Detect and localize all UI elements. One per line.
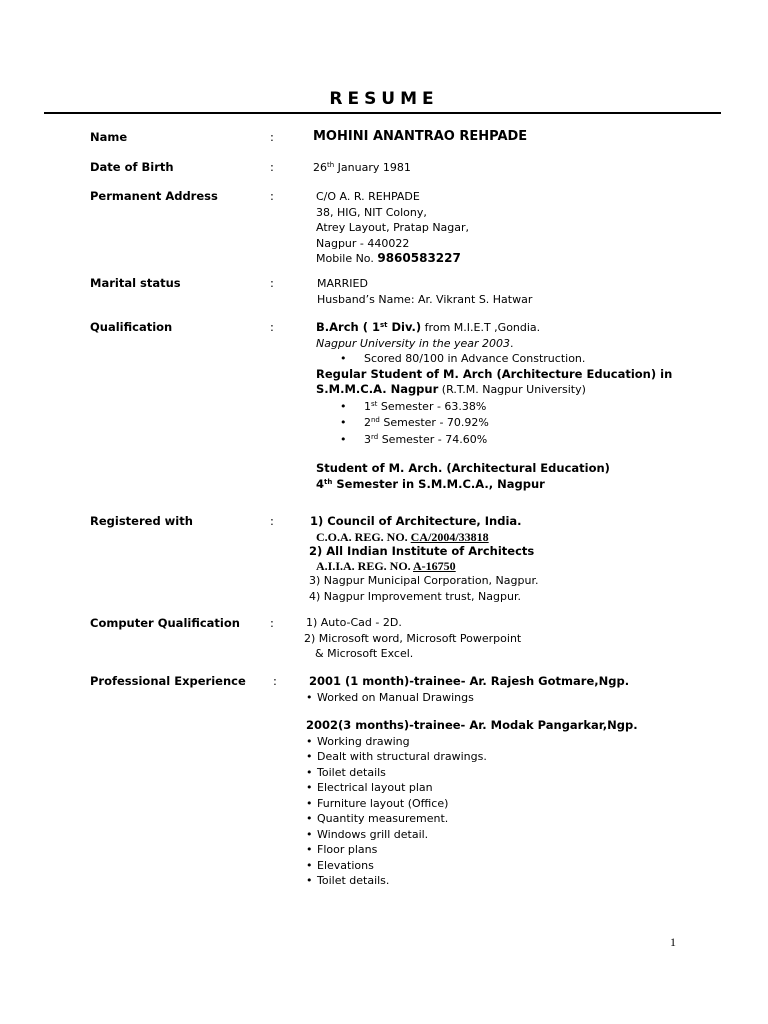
qualification-label: Qualification [90, 320, 173, 334]
registered-label: Registered with [90, 514, 193, 528]
job-duty: • Toilet details. [306, 874, 390, 887]
job-duty-text: Floor plans [317, 843, 378, 856]
barch-degree [316, 320, 421, 334]
semester-num: 2 [364, 416, 371, 429]
computer-line: 1) Auto-Cad - 2D. [306, 616, 402, 629]
dob-sup: th [327, 161, 335, 169]
university: Nagpur University in the year 2003 [316, 336, 511, 350]
job-duty: • Floor plans [306, 843, 378, 856]
semester-sup: nd [371, 416, 380, 424]
job-duty: • Quantity measurement. [306, 812, 449, 825]
semester-item: • 1st Semester - 63.38% [340, 399, 487, 413]
nit-line: 4) Nagpur Improvement trust, Nagpur. [309, 589, 521, 603]
job-duty: • Toilet details [306, 765, 386, 779]
registered-colon: : [270, 514, 274, 528]
marital-label: Marital status [90, 276, 181, 290]
experience-colon: : [273, 674, 277, 688]
marital-colon: : [270, 276, 274, 290]
semester-text: Semester - 63.38% [377, 399, 487, 413]
student-sup: th [324, 477, 333, 486]
address-line: Nagpur - 440022 [316, 236, 410, 250]
computer-colon: : [270, 616, 274, 630]
job-duty-text: Windows grill detail. [317, 827, 429, 841]
job-duty: • Windows grill detail. [306, 827, 429, 841]
job-duty: • Working drawing [306, 734, 410, 748]
resume-title: RESUME [329, 89, 439, 109]
job-duty: • Furniture layout (Office) [306, 796, 449, 810]
name-value: MOHINI ANANTRAO REHPADE [313, 129, 528, 144]
address-label: Permanent Address [90, 189, 218, 203]
semester-num: 3 [364, 432, 371, 446]
mobile-line [316, 251, 469, 267]
university-line [316, 336, 716, 352]
address-line: C/O A. R. REHPADE [316, 190, 420, 203]
coa-reg-number: CA/2004/33818 [410, 529, 489, 544]
score-text: Scored 80/100 in Advance Construction. [364, 352, 586, 365]
coa-reg-line [309, 530, 538, 544]
job-duty-text: Elevations [317, 858, 374, 872]
job-duty: • Dealt with structural drawings. [306, 750, 487, 763]
job-duty-text: Quantity measurement. [317, 812, 449, 825]
qualification-block [316, 320, 716, 492]
student-line1: Student of M. Arch. (Architectural Education) [316, 461, 610, 475]
job-duty: • Worked on Manual Drawings [306, 690, 474, 704]
march-university: (R.T.M. Nagpur University) [438, 383, 586, 396]
job-duty-text: Furniture layout (Office) [317, 796, 449, 810]
address-line: Atrey Layout, Pratap Nagar, [316, 221, 470, 234]
registered-block [309, 514, 538, 604]
name-label: Name [90, 130, 128, 144]
semester-item: • 2nd Semester - 70.92% [340, 416, 489, 429]
dob-rest: January 1981 [334, 161, 411, 174]
job-duty-text: Worked on Manual Drawings [317, 690, 474, 704]
address-block [316, 189, 469, 267]
aiia-reg-number: A-16750 [413, 559, 456, 573]
student-line2 [316, 477, 716, 493]
job-duty-text: Dealt with structural drawings. [317, 750, 487, 763]
job-duty-text: Toilet details [317, 765, 386, 779]
semester-text: Semester - 70.92% [379, 416, 489, 429]
page-number: 1 [670, 935, 676, 949]
semester-item: • 3rd Semester - 74.60% [340, 432, 488, 446]
student-rest: Semester in S.M.M.C.A., Nagpur [332, 476, 545, 491]
job-duty-text: Working drawing [317, 734, 410, 748]
semester-sup: rd [371, 432, 379, 441]
barch-degree-a: B.Arch ( 1 [316, 320, 380, 334]
marital-block [317, 276, 532, 307]
dob-value [313, 160, 411, 176]
march-line2 [316, 382, 716, 398]
qualification-colon: : [270, 320, 274, 334]
barch-from: from M.I.E.T ,Gondia. [421, 321, 541, 334]
semester-sup: st [371, 399, 378, 408]
coa-reg-label: C.O.A. REG. NO. [316, 529, 411, 544]
semester-text: Semester - 74.60% [378, 432, 488, 446]
aiia-reg-line [309, 559, 538, 573]
march-college: S.M.M.C.A. Nagpur [316, 382, 439, 396]
student-num: 4 [316, 476, 325, 491]
barch-sup: st [379, 321, 388, 329]
job-duty: • Electrical layout plan [306, 781, 433, 794]
job-duty: • Elevations [306, 858, 374, 872]
computer-block [304, 615, 521, 662]
husband-name: Husband’s Name: Ar. Vikrant S. Hatwar [317, 292, 533, 306]
aiia-line: 2) All Indian Institute of Architects [309, 543, 535, 558]
title-divider [44, 112, 721, 114]
job-duty-text: Toilet details. [317, 874, 390, 887]
nmc-line: 3) Nagpur Municipal Corporation, Nagpur. [309, 574, 539, 587]
computer-label: Computer Qualification [90, 616, 240, 630]
barch-line [316, 320, 716, 336]
computer-line: & Microsoft Excel. [315, 647, 414, 660]
march-line1: Regular Student of M. Arch (Architecture Education) in [316, 366, 673, 381]
address-line: 38, HIG, NIT Colony, [316, 205, 427, 219]
experience-label: Professional Experience [90, 674, 246, 688]
name-colon: : [270, 130, 274, 144]
university-dot: . [510, 336, 514, 350]
job-title: 2002(3 months)-trainee- Ar. Modak Pangarkar,Ngp. [306, 718, 638, 732]
computer-line: 2) Microsoft word, Microsoft Powerpoint [304, 631, 522, 645]
experience-block [306, 674, 638, 889]
dob-colon: : [270, 160, 274, 174]
mobile-label: Mobile No. [316, 252, 378, 265]
barch-degree-b: Div.) [387, 320, 422, 334]
aiia-reg-label: A.I.I.A. REG. NO. [316, 559, 414, 573]
job-title: 2001 (1 month)-trainee- Ar. Rajesh Gotmare,Ngp. [309, 674, 630, 688]
dob-label: Date of Birth [90, 160, 174, 174]
score-bullet: • Scored 80/100 in Advance Construction. [340, 352, 586, 365]
mobile-number: 9860583227 [377, 251, 461, 265]
coa-line: 1) Council of Architecture, India. [310, 514, 522, 528]
marital-status: MARRIED [317, 277, 368, 290]
job-duty-text: Electrical layout plan [317, 781, 433, 794]
dob-day: 26 [313, 161, 327, 174]
semester-num: 1 [364, 399, 371, 413]
address-colon: : [270, 189, 274, 203]
